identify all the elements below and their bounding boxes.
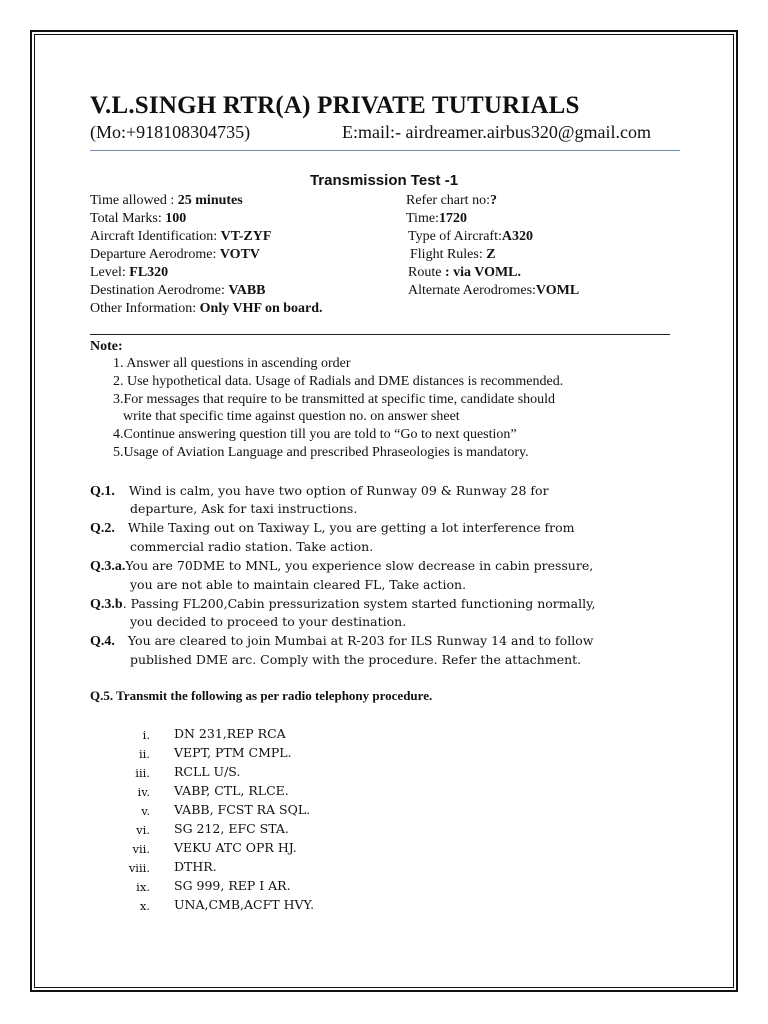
q5-item-text: DTHR.: [174, 859, 217, 874]
q5-item-num: ix.: [136, 880, 150, 894]
q5-item-num: viii.: [128, 861, 150, 875]
info-left-2: Aircraft Identification: VT-ZYF: [90, 229, 272, 244]
institute-title: V.L.SINGH RTR(A) PRIVATE TUTURIALS: [90, 92, 580, 119]
info-left-0: Time allowed : 25 minutes: [90, 193, 243, 208]
q5-item-text: VEPT, PTM CMPL.: [174, 745, 292, 760]
question-4: Q.4. You are cleared to join Mumbai at R-203 for ILS Runway 14 and to follow: [90, 633, 594, 649]
question-1: Q.1. Wind is calm, you have two option of Runway 09 & Runway 28 for: [90, 483, 549, 499]
info-left-6: Other Information: Only VHF on board.: [90, 301, 323, 316]
question-2: Q.2. While Taxing out on Taxiway L, you are getting a lot interference from: [90, 520, 575, 536]
q5-item-num: vii.: [132, 842, 150, 856]
test-title: Transmission Test -1: [309, 172, 459, 189]
q5-item-text: SG 212, EFC STA.: [174, 821, 289, 836]
note-heading: Note:: [90, 339, 123, 354]
header-divider: [90, 150, 680, 151]
question-3b-cont: you decided to proceed to your destination.: [130, 614, 407, 629]
contact-line: [90, 122, 651, 143]
info-right-1: Time:1720: [406, 211, 467, 226]
question-4-cont: published DME arc. Comply with the procedure. Refer the attachment.: [130, 652, 582, 667]
note-line-2: 2. Use hypothetical data. Usage of Radials and DME distances is recommended.: [113, 374, 564, 389]
note-line-3: 3.For messages that require to be transmitted at specific time, candidate should: [113, 392, 556, 407]
q5-item-text: DN 231,REP RCA: [174, 726, 286, 741]
q5-item-num: ii.: [138, 747, 150, 761]
info-left-5: Destination Aerodrome: VABB: [90, 283, 266, 298]
note-line-1: 1. Answer all questions in ascending order: [113, 356, 351, 371]
info-left-3: Departure Aerodrome: VOTV: [90, 247, 261, 262]
q5-item-num: vi.: [136, 823, 150, 837]
q5-item-num: iv.: [137, 785, 150, 799]
q5-item-num: x.: [139, 899, 150, 913]
q5-item-num: i.: [142, 728, 150, 742]
question-5-heading: Q.5. Transmit the following as per radio telephony procedure.: [90, 688, 433, 703]
info-right-4: Route : via VOML.: [408, 265, 522, 280]
q5-item-text: VABP, CTL, RLCE.: [174, 783, 289, 798]
email-address: E:mail:- airdreamer.airbus320@gmail.com: [342, 122, 651, 142]
question-2-cont: commercial radio station. Take action.: [130, 539, 374, 554]
note-line-3b: write that specific time against question no. on answer sheet: [123, 409, 460, 424]
q5-item-text: VEKU ATC OPR HJ.: [174, 840, 297, 855]
info-right-2: Type of Aircraft:A320: [408, 229, 533, 244]
q5-item-num: v.: [141, 804, 150, 818]
question-3b: Q.3.b. Passing FL200,Cabin pressurization system started functioning normally,: [90, 596, 596, 612]
note-line-4: 4.Continue answering question till you are told to “Go to next question”: [113, 427, 517, 442]
info-right-5: Alternate Aerodromes:VOML: [408, 283, 580, 298]
info-left-4: Level: FL320: [90, 265, 169, 280]
q5-item-text: VABB, FCST RA SQL.: [174, 802, 311, 817]
info-left-1: Total Marks: 100: [90, 211, 187, 226]
q5-item-text: RCLL U/S.: [174, 764, 241, 779]
q5-item-text: UNA,CMB,ACFT HVY.: [174, 897, 315, 912]
question-1-cont: departure, Ask for taxi instructions.: [130, 501, 358, 516]
question-3a: Q.3.a.You are 70DME to MNL, you experience slow decrease in cabin pressure,: [90, 558, 594, 574]
q5-item-text: SG 999, REP I AR.: [174, 878, 291, 893]
q5-item-num: iii.: [135, 766, 150, 780]
info-divider: [90, 334, 670, 335]
note-line-5: 5.Usage of Aviation Language and prescribed Phraseologies is mandatory.: [113, 445, 529, 460]
info-right-3: Flight Rules: Z: [410, 247, 496, 262]
info-right-0: Refer chart no:?: [406, 193, 497, 208]
question-3a-cont: you are not able to maintain cleared FL, Take action.: [130, 577, 467, 592]
mobile-number: (Mo:+918108304735): [90, 122, 251, 142]
